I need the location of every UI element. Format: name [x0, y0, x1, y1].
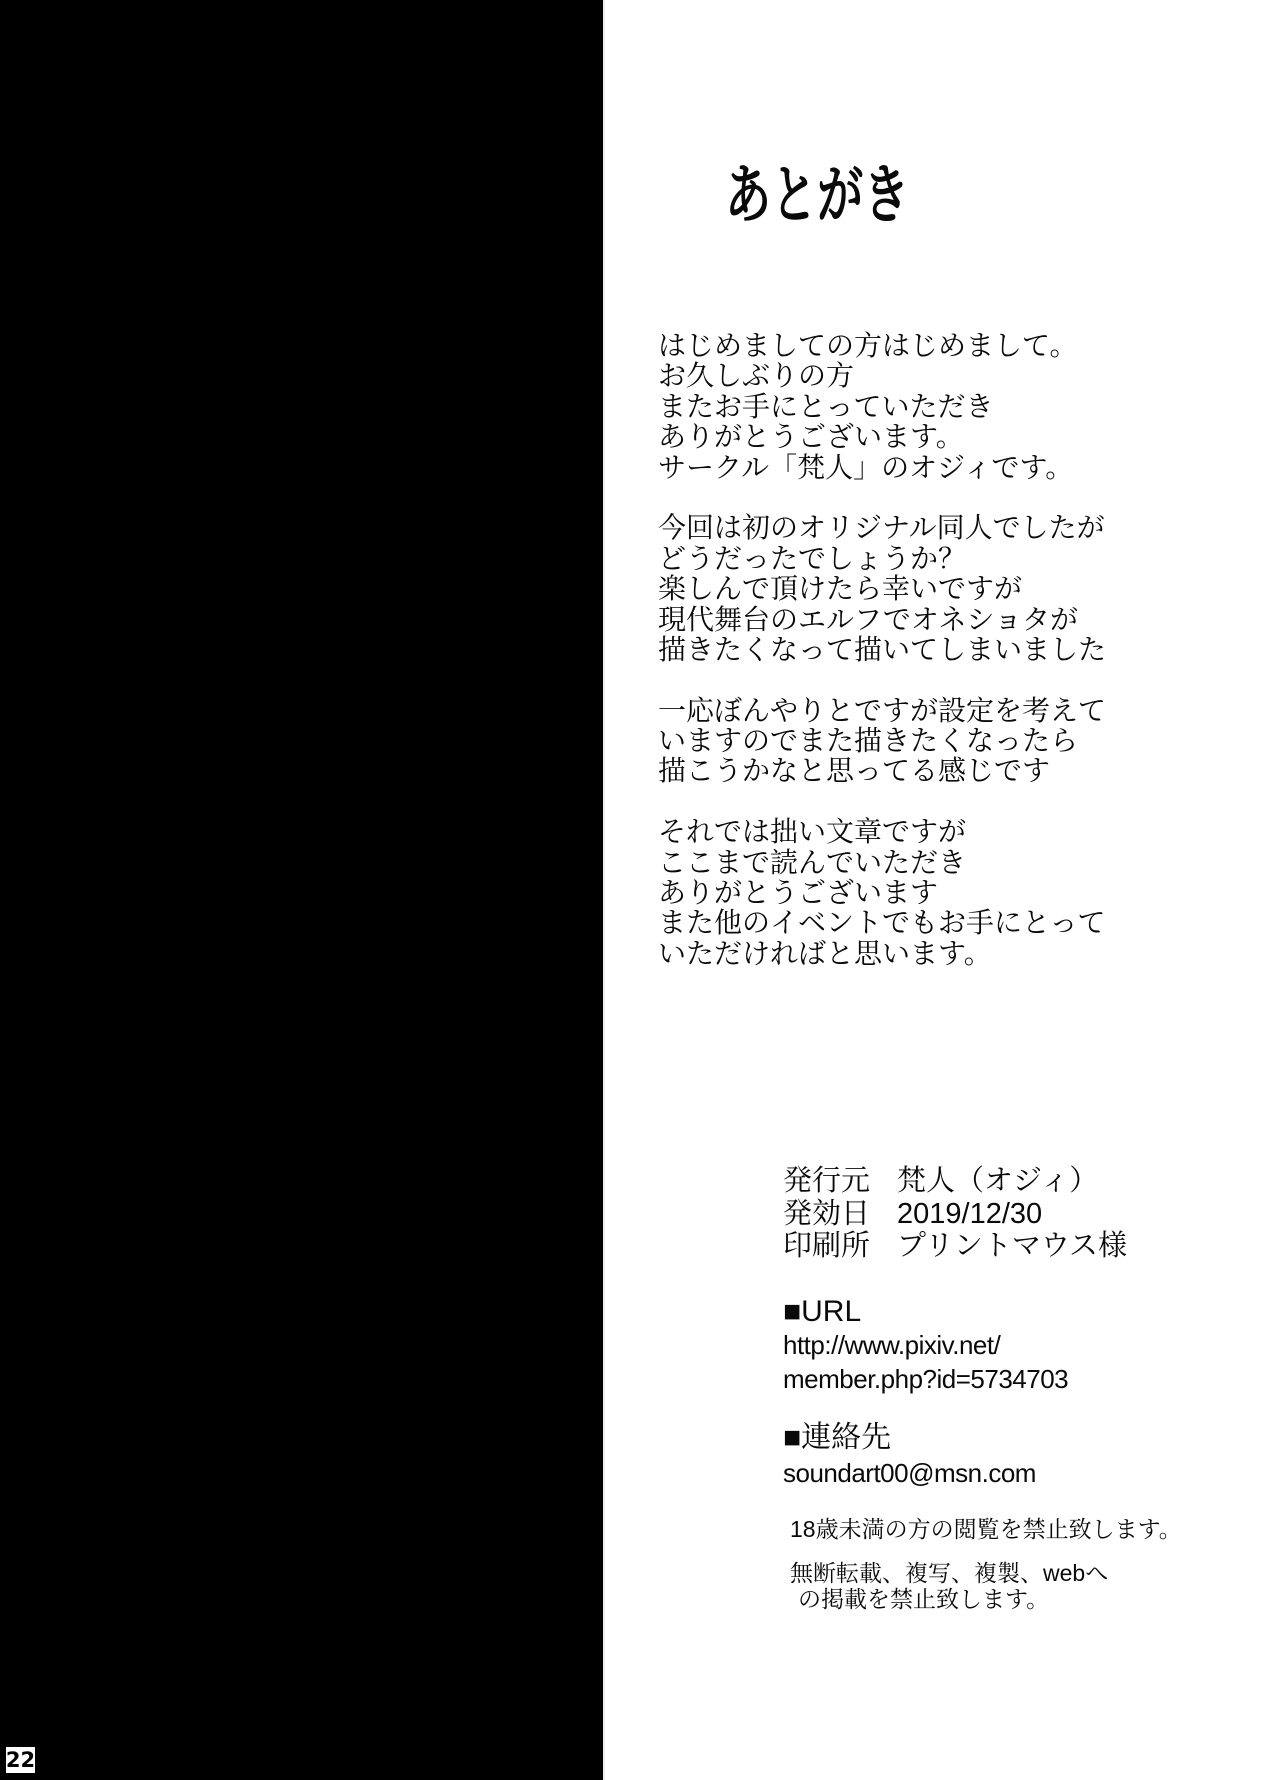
contact-heading: ■連絡先: [783, 1421, 892, 1454]
colophon-value: プリントマウス様: [897, 1230, 1127, 1262]
afterword-line: 描きたくなって描いてしまいました: [658, 633, 1107, 665]
afterword-line-blank: [658, 665, 1106, 695]
colophon-row-printer: [783, 1230, 1127, 1263]
afterword-line: 現代舞台のエルフでオネショタが: [658, 603, 1079, 635]
afterword-line: はじめましての方はじめまして。: [658, 330, 1078, 361]
afterword-line: 一応ぼんやりとですが設定を考えて: [658, 694, 1107, 726]
afterword-line: いただければと思います。: [658, 937, 992, 969]
afterword-line: ここまで読んでいただき: [658, 846, 967, 878]
left-black-margin: [0, 0, 603, 1780]
afterword-line: いますのでまた描きたくなったら: [658, 725, 1079, 757]
colophon-value: 2019/12/30: [897, 1197, 1043, 1230]
afterword-line: また他のイベントでもお手にとって: [658, 907, 1106, 939]
page-title-text: あとがき: [725, 159, 910, 231]
afterword-line-blank: [658, 483, 1106, 513]
url-line-1: http://www.pixiv.net/: [783, 1330, 1001, 1360]
page-title: [725, 159, 981, 231]
colophon-label: 発効日: [783, 1197, 871, 1230]
afterword-line: サークル「梵人」のオジィです。: [658, 451, 1074, 483]
page-number-text: 22: [5, 1748, 36, 1772]
contact-section: [783, 1421, 1036, 1492]
url-section: [783, 1295, 1068, 1396]
colophon-row-publisher: [783, 1165, 1127, 1198]
afterword-line-blank: [658, 787, 1106, 817]
url-heading: ■URL: [783, 1295, 862, 1328]
no-reproduction-notice-line2: の掲載を禁止致します。: [798, 1586, 1050, 1612]
scan-edge-line: [603, 0, 605, 1780]
afterword-line: 楽しんで頂けたら幸いですが: [658, 573, 1023, 605]
afterword-line: またお手にとっていただき: [658, 390, 994, 422]
age-restriction-notice: 18歳未満の方の閲覧を禁止致します。: [790, 1516, 1182, 1542]
no-reproduction-notice-line1: 無断転載、複写、複製、webへ: [790, 1560, 1109, 1586]
colophon-value: 梵人（オジィ）: [897, 1165, 1099, 1197]
legal-notices: [790, 1516, 1182, 1612]
afterword-line: ありがとうございます。: [658, 421, 964, 453]
page-number: [6, 1747, 35, 1773]
colophon-row-date: [783, 1198, 1127, 1231]
afterword-line: 描こうかなと思ってる感じです: [658, 755, 1051, 787]
colophon: [783, 1165, 1127, 1263]
afterword-text: [658, 331, 1106, 969]
afterword-line: それでは拙い文章ですが: [658, 816, 967, 848]
colophon-label: 発行元: [783, 1165, 871, 1197]
afterword-line: 今回は初のオリジナル同人でしたが: [658, 512, 1105, 544]
contact-email: soundart00@msn.com: [783, 1458, 1036, 1488]
afterword-line: ありがとうございます: [658, 877, 939, 909]
afterword-line: どうだったでしょうか？: [658, 542, 967, 574]
afterword-line: お久しぶりの方: [658, 360, 855, 392]
colophon-label: 印刷所: [783, 1230, 871, 1262]
url-line-2: member.php?id=5734703: [783, 1364, 1069, 1394]
